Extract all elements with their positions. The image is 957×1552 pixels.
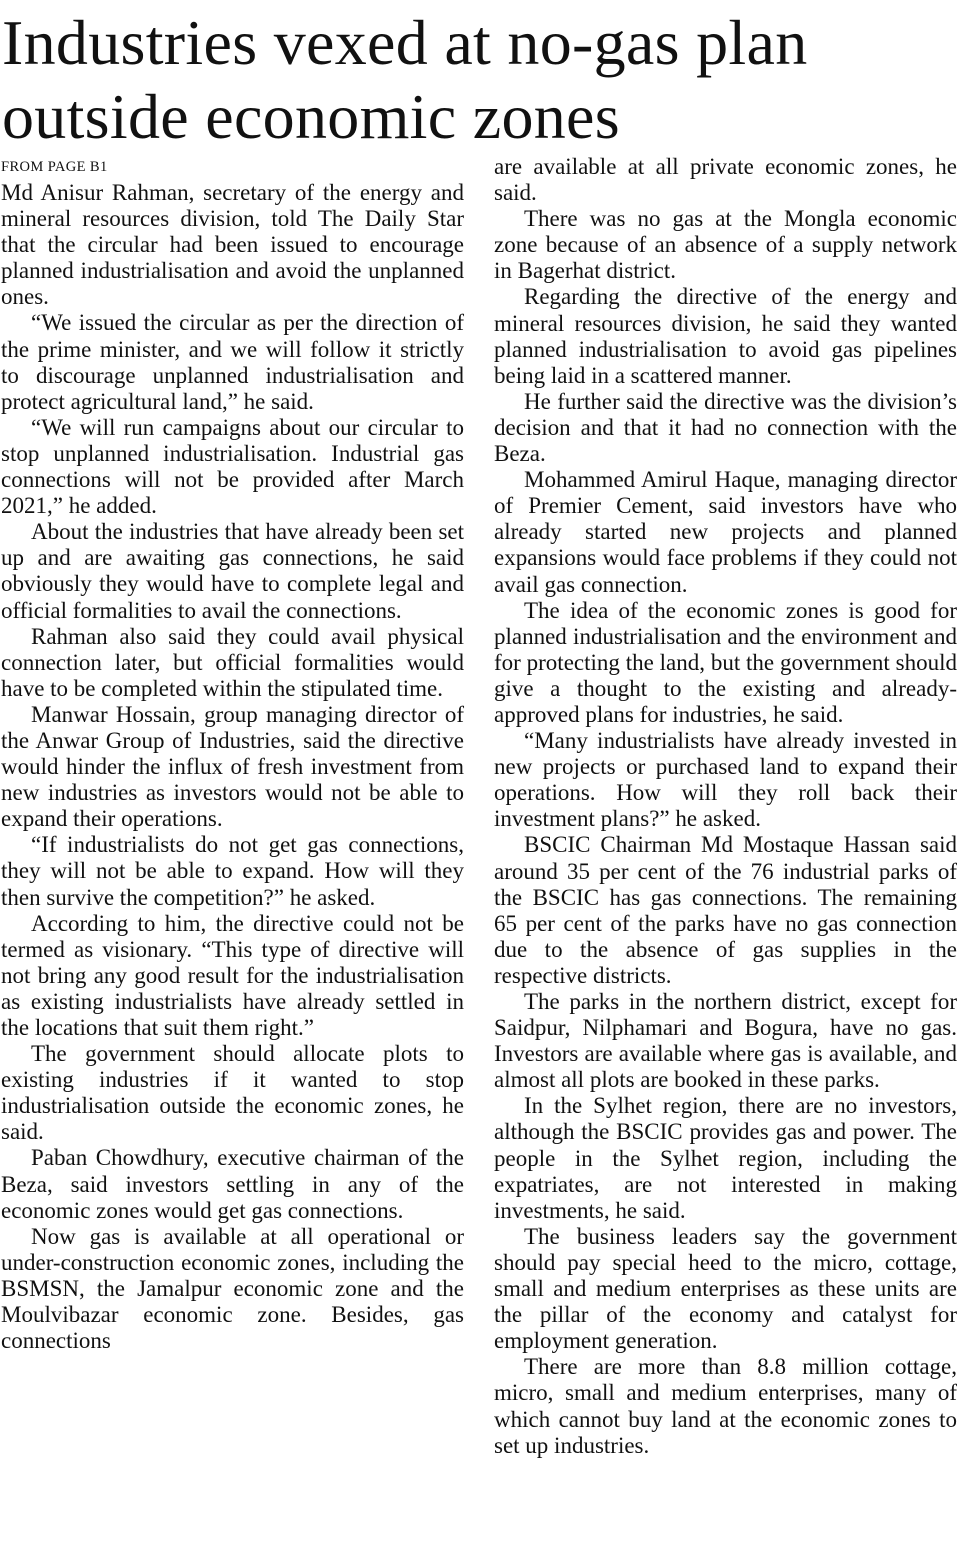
article-column-right: [494, 154, 957, 1459]
paragraph: are available at all private economic zones, he said.: [494, 154, 957, 206]
paragraph: The parks in the northern district, except for Saidpur, Nilphamari and Bogura, have no gas. Investors are available where gas is available, and almost all plots are booked in these parks.: [494, 989, 957, 1093]
paragraph: The idea of the economic zones is good for planned industrialisation and the environment and for protecting the land, but the government should give a thought to the existing and already-approved plans for industries, he said.: [494, 597, 957, 727]
article-column-left: [1, 154, 464, 1354]
continuation-kicker: FROM PAGE B1: [1, 159, 108, 175]
paragraph: Paban Chowdhury, executive chairman of the Beza, said investors settling in any of the economic zones would get gas connections.: [1, 1145, 464, 1223]
paragraph: In the Sylhet region, there are no investors, although the BSCIC provides gas and power. The people in the Sylhet region, including the expatriates, are not interested in making investments, he said.: [494, 1093, 957, 1223]
paragraph: Rahman also said they could avail physical connection later, but official formalities would have to be completed within the stipulated time.: [1, 623, 464, 701]
paragraph: The business leaders say the government should pay special heed to the micro, cottage, small and medium enterprises as these units are the pillar of the economy and catalyst for employment generation.: [494, 1223, 957, 1354]
paragraph: Md Anisur Rahman, secretary of the energy and mineral resources division, told The Daily Star that the circular had been issued to encourage planned industrialisation and avoid the unplanned ones.: [1, 180, 464, 310]
headline: Industries vexed at no-gas plan outside economic zones: [2, 7, 808, 152]
paragraph: Mohammed Amirul Haque, managing director of Premier Cement, said investors have who already started new projects and planned expansions would face problems if they could not avail gas connection.: [494, 467, 957, 597]
paragraph: The government should allocate plots to existing industries if it wanted to stop industrialisation outside the economic zones, he said.: [1, 1041, 464, 1145]
paragraph: He further said the directive was the division’s decision and that it had no connection with the Beza.: [494, 388, 957, 467]
paragraph: “If industrialists do not get gas connections, they will not be able to expand. How will they then survive the competition?” he asked.: [1, 832, 464, 910]
paragraph: BSCIC Chairman Md Mostaque Hassan said around 35 per cent of the 76 industrial parks of the BSCIC has gas connections. The remaining 65 per cent of the parks have no gas connection due to the absence of gas supplies in the respective districts.: [494, 832, 957, 988]
paragraph: Manwar Hossain, group managing director of the Anwar Group of Industries, said the directive would hinder the influx of fresh investment from new industries as investors would not be able to expand their operations.: [1, 701, 464, 832]
paragraph: “We issued the circular as per the direction of the prime minister, and we will follow it strictly to discourage unplanned industrialisation and protect agricultural land,” he said.: [1, 310, 464, 414]
paragraph: Now gas is available at all operational or under-construction economic zones, including the BSMSN, the Jamalpur economic zone and the Moulvibazar economic zone. Besides, gas connections: [1, 1223, 464, 1354]
paragraph: There was no gas at the Mongla economic zone because of an absence of a supply network in Bagerhat district.: [494, 206, 957, 284]
paragraph: “We will run campaigns about our circular to stop unplanned industrialisation. Industrial gas connections will not be provided after March 2021,” he added.: [1, 414, 464, 519]
paragraph: “Many industrialists have already invested in new projects or purchased land to expand their operations. How will they roll back their investment plans?” he asked.: [494, 728, 957, 832]
paragraph: About the industries that have already been set up and are awaiting gas connections, he said obviously they would have to complete legal and official formalities to avail the connections.: [1, 519, 464, 623]
paragraph: Regarding the directive of the energy and mineral resources division, he said they wanted planned industrialisation to avoid gas pipelines being laid in a scattered manner.: [494, 284, 957, 388]
paragraph: According to him, the directive could not be termed as visionary. “This type of directive will not bring any good result for the industrialisation as existing industrialists have already settled in the locations that suit them right.”: [1, 910, 464, 1040]
paragraph: There are more than 8.8 million cottage, micro, small and medium enterprises, many of which cannot buy land at the economic zones to set up industries.: [494, 1354, 957, 1458]
